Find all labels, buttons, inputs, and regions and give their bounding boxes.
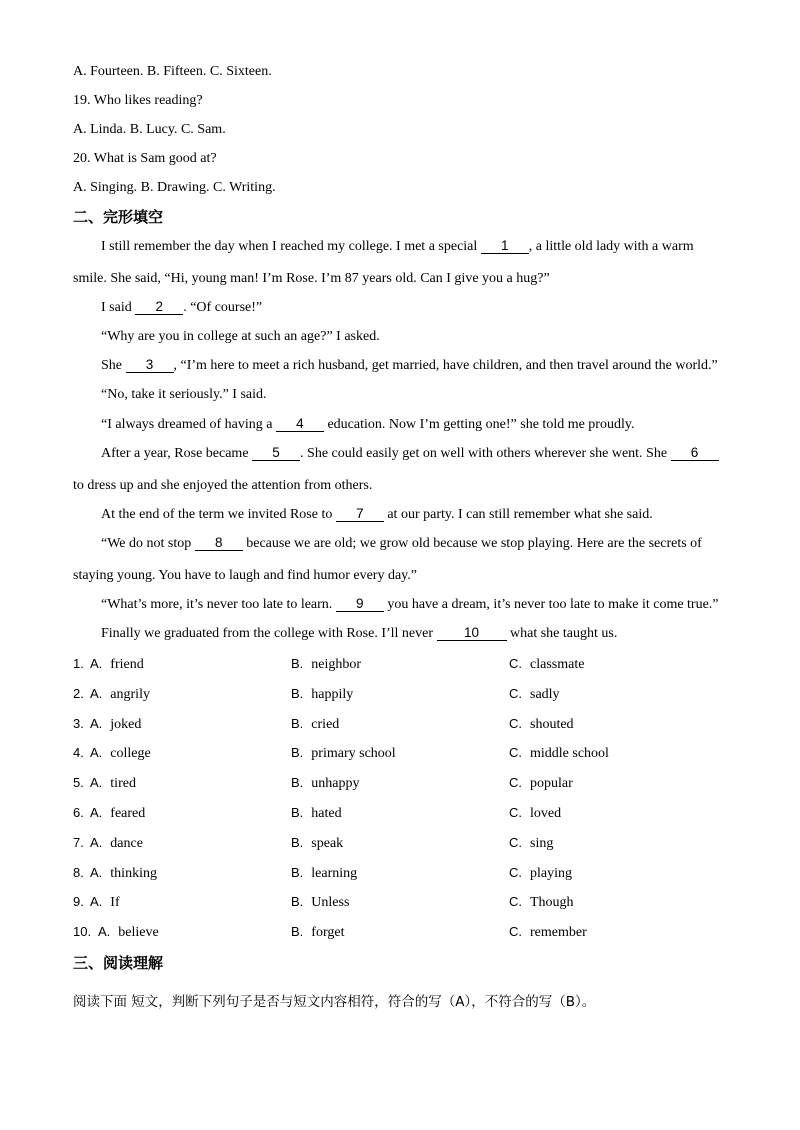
option-word: joked bbox=[110, 717, 142, 732]
option-word: cried bbox=[311, 717, 340, 732]
cloze-text: at our party. I can still remember what she said. bbox=[383, 507, 653, 522]
option-letter: B. bbox=[291, 865, 304, 880]
option-letter: C. bbox=[509, 775, 522, 790]
option-letter: C. bbox=[509, 716, 522, 731]
option-b bbox=[291, 923, 344, 942]
option-c bbox=[509, 864, 572, 883]
option-letter: C. bbox=[509, 865, 522, 880]
option-letter: C. bbox=[509, 686, 522, 701]
option-b bbox=[291, 804, 342, 823]
cloze-line bbox=[101, 506, 653, 524]
section-heading-reading: 三、阅读理解 bbox=[73, 954, 164, 972]
cloze-line: smile. She said, “Hi, young man! I’m Rose. I’m 87 years old. Can I give you a hug?” bbox=[73, 271, 550, 286]
q19-question: 19. Who likes reading? bbox=[73, 93, 203, 108]
option-c bbox=[509, 744, 609, 763]
option-number: 2. bbox=[73, 686, 84, 701]
option-number: 10. bbox=[73, 924, 92, 939]
option-a bbox=[90, 685, 150, 704]
cloze-text: “We do not stop bbox=[101, 536, 195, 551]
cloze-text: She bbox=[101, 358, 126, 373]
option-word: Unless bbox=[311, 895, 350, 910]
option-b bbox=[291, 744, 396, 763]
option-word: sing bbox=[530, 836, 554, 851]
option-word: forget bbox=[311, 925, 345, 940]
cloze-text: . She could easily get on well with others wherever she went. She bbox=[300, 446, 671, 461]
cloze-line: “No, take it seriously.” I said. bbox=[101, 387, 267, 402]
blank-9: 9 bbox=[336, 596, 384, 612]
option-word: unhappy bbox=[311, 776, 360, 791]
option-letter: A. bbox=[90, 686, 103, 701]
option-word: sadly bbox=[530, 687, 560, 702]
option-word: happily bbox=[311, 687, 354, 702]
option-word: friend bbox=[110, 657, 144, 672]
option-a bbox=[90, 774, 136, 793]
blank-8: 8 bbox=[195, 535, 243, 551]
option-row-number bbox=[73, 685, 84, 704]
blank-5: 5 bbox=[252, 445, 300, 461]
blank-6: 6 bbox=[671, 445, 719, 461]
q20-options: A. Singing. B. Drawing. C. Writing. bbox=[73, 180, 276, 195]
cloze-line bbox=[101, 238, 694, 256]
section-heading-cloze: 二、完形填空 bbox=[73, 208, 164, 226]
option-letter: A. bbox=[90, 716, 103, 731]
option-letter: B. bbox=[291, 805, 304, 820]
cloze-line bbox=[101, 625, 617, 643]
option-number: 6. bbox=[73, 805, 84, 820]
option-word: hated bbox=[311, 806, 342, 821]
option-word: angrily bbox=[110, 687, 150, 702]
option-letter: C. bbox=[509, 835, 522, 850]
cloze-text: “What’s more, it’s never too late to learn. bbox=[101, 597, 336, 612]
option-number: 7. bbox=[73, 835, 84, 850]
option-c bbox=[509, 685, 560, 704]
option-letter: A. bbox=[90, 865, 103, 880]
option-letter: C. bbox=[509, 924, 522, 939]
blank-7: 7 bbox=[336, 506, 384, 522]
cloze-text: “I always dreamed of having a bbox=[101, 417, 276, 432]
option-word: middle school bbox=[530, 746, 609, 761]
cloze-line bbox=[101, 445, 719, 463]
option-letter: B. bbox=[291, 835, 304, 850]
cloze-text: because we are old; we grow old because we stop playing. Here are the secrets of bbox=[242, 536, 702, 551]
cloze-text: At the end of the term we invited Rose to bbox=[101, 507, 336, 522]
q18-options: A. Fourteen. B. Fifteen. C. Sixteen. bbox=[73, 64, 272, 79]
option-a bbox=[98, 923, 159, 942]
cloze-text: I said bbox=[101, 300, 136, 315]
option-row-number bbox=[73, 804, 84, 823]
option-row-number bbox=[73, 834, 84, 853]
blank-1: 1 bbox=[481, 238, 529, 254]
option-letter: B. bbox=[291, 775, 304, 790]
cloze-line bbox=[101, 596, 719, 614]
option-c bbox=[509, 804, 561, 823]
blank-10: 10 bbox=[437, 625, 507, 641]
option-c bbox=[509, 923, 587, 942]
option-letter: A. bbox=[90, 745, 103, 760]
blank-2: 2 bbox=[135, 299, 183, 315]
cloze-text: education. Now I’m getting one!” she told me proudly. bbox=[323, 417, 635, 432]
option-b bbox=[291, 774, 360, 793]
cloze-text: you have a dream, it’s never too late to make it come true.” bbox=[383, 597, 719, 612]
option-number: 9. bbox=[73, 894, 84, 909]
option-row-number bbox=[73, 864, 84, 883]
option-row-number bbox=[73, 655, 84, 674]
cloze-line bbox=[101, 299, 262, 317]
option-letter: B. bbox=[291, 686, 304, 701]
cloze-line bbox=[101, 535, 702, 553]
cloze-text: , a little old lady with a warm bbox=[528, 239, 694, 254]
cloze-text: I still remember the day when I reached my college. I met a special bbox=[101, 239, 481, 254]
option-letter: A. bbox=[90, 805, 103, 820]
option-a bbox=[90, 834, 143, 853]
option-word: loved bbox=[530, 806, 562, 821]
option-word: speak bbox=[311, 836, 344, 851]
option-letter: A. bbox=[90, 656, 103, 671]
option-word: playing bbox=[530, 866, 572, 881]
option-row-number bbox=[73, 923, 91, 942]
option-number: 3. bbox=[73, 716, 84, 731]
option-row-number bbox=[73, 715, 84, 734]
option-a bbox=[90, 744, 151, 763]
cloze-text: what she taught us. bbox=[506, 626, 618, 641]
option-letter: C. bbox=[509, 745, 522, 760]
option-row-number bbox=[73, 893, 84, 912]
option-c bbox=[509, 774, 573, 793]
option-a bbox=[90, 655, 144, 674]
cloze-line bbox=[101, 416, 634, 434]
reading-instruction: 阅读下面 短文，判断下列句子是否与短文内容相符，符合的写（A），不符合的写（B）。 bbox=[73, 994, 596, 1010]
option-a bbox=[90, 864, 157, 883]
option-c bbox=[509, 834, 553, 853]
option-letter: B. bbox=[291, 716, 304, 731]
option-letter: C. bbox=[509, 656, 522, 671]
option-word: If bbox=[110, 895, 120, 910]
option-letter: B. bbox=[291, 924, 304, 939]
cloze-line: “Why are you in college at such an age?” I asked. bbox=[101, 329, 380, 344]
option-number: 8. bbox=[73, 865, 84, 880]
option-word: thinking bbox=[110, 866, 157, 881]
option-word: college bbox=[110, 746, 151, 761]
cloze-line: staying young. You have to laugh and find humor every day.” bbox=[73, 568, 417, 583]
blank-3: 3 bbox=[126, 357, 174, 373]
option-b bbox=[291, 685, 353, 704]
cloze-text: After a year, Rose became bbox=[101, 446, 253, 461]
q19-options: A. Linda. B. Lucy. C. Sam. bbox=[73, 122, 226, 137]
option-a bbox=[90, 715, 141, 734]
option-b bbox=[291, 893, 349, 912]
option-word: Though bbox=[530, 895, 574, 910]
option-word: dance bbox=[110, 836, 143, 851]
option-word: neighbor bbox=[311, 657, 362, 672]
option-letter: B. bbox=[291, 656, 304, 671]
option-letter: A. bbox=[90, 894, 103, 909]
option-c bbox=[509, 893, 574, 912]
cloze-text: , “I’m here to meet a rich husband, get married, have children, and then travel around the world.” bbox=[173, 358, 718, 373]
option-letter: B. bbox=[291, 894, 304, 909]
cloze-line bbox=[101, 357, 718, 375]
option-number: 5. bbox=[73, 775, 84, 790]
option-letter: C. bbox=[509, 805, 522, 820]
option-a bbox=[90, 804, 145, 823]
option-row-number bbox=[73, 744, 84, 763]
option-word: primary school bbox=[311, 746, 396, 761]
option-c bbox=[509, 655, 584, 674]
option-letter: A. bbox=[90, 835, 103, 850]
option-a bbox=[90, 893, 120, 912]
blank-4: 4 bbox=[276, 416, 324, 432]
option-letter: B. bbox=[291, 745, 304, 760]
option-b bbox=[291, 655, 361, 674]
cloze-text: . “Of course!” bbox=[183, 300, 263, 315]
option-row-number bbox=[73, 774, 84, 793]
q20-question: 20. What is Sam good at? bbox=[73, 151, 217, 166]
option-word: remember bbox=[530, 925, 587, 940]
option-b bbox=[291, 715, 339, 734]
option-letter: A. bbox=[98, 924, 111, 939]
option-letter: C. bbox=[509, 894, 522, 909]
option-c bbox=[509, 715, 574, 734]
option-b bbox=[291, 864, 357, 883]
option-b bbox=[291, 834, 343, 853]
option-number: 1. bbox=[73, 656, 84, 671]
option-number: 4. bbox=[73, 745, 84, 760]
option-word: believe bbox=[118, 925, 159, 940]
option-word: learning bbox=[311, 866, 358, 881]
option-letter: A. bbox=[90, 775, 103, 790]
option-word: classmate bbox=[530, 657, 585, 672]
option-word: feared bbox=[110, 806, 146, 821]
option-word: shouted bbox=[530, 717, 574, 732]
cloze-line: to dress up and she enjoyed the attention from others. bbox=[73, 478, 373, 493]
option-word: popular bbox=[530, 776, 573, 791]
cloze-text: Finally we graduated from the college with Rose. I’ll never bbox=[101, 626, 437, 641]
option-word: tired bbox=[110, 776, 136, 791]
